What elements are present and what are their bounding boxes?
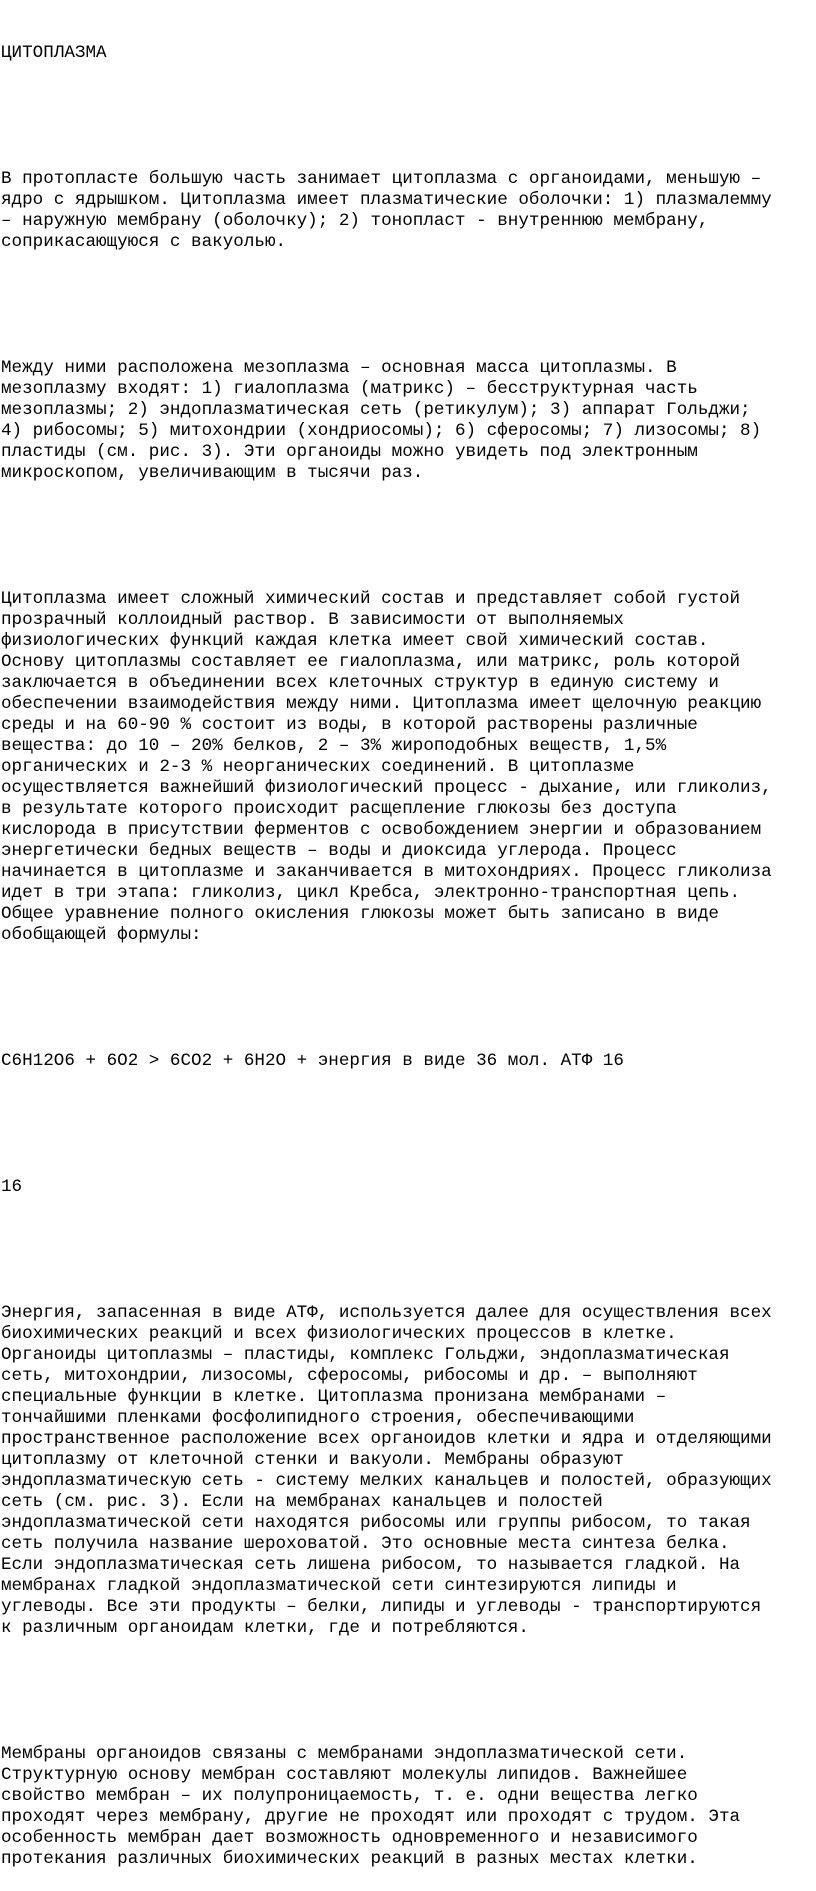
paragraph-spacer (1, 1240, 816, 1261)
paragraph-atp-energy: Энергия, запасенная в виде АТФ, используется далее для осуществления всех биохимических реакций и всех физиологических процессов в клетке. Органоиды цитоплазмы – пластиды, комплекс Гольджи, эндоплазматическая сеть, митохондрии, лизосомы, сферосомы, рибосомы и др. – выполняют специальные функции в клетке. Цитоплазма пронизана мембранами – тончайшими пленками фосфолипидного строения, обеспечивающими пространственное расположение всех органоидов клетки и ядра и отделяющими цитоплазму от клеточной стенки и вакуоли. Мембраны образуют эндоплазматическую сеть - систему мелких канальцев и полостей, образующих сеть (см. рис. 3). Если на мембранах канальцев и полостей эндоплазматической сети находятся рибосомы или группы рибосом, то такая сеть получила название шероховатой. Это основные места синтеза белка. Если эндоплазматическая сеть лишена рибосом, то называется гладкой. На мембранах гладкой эндоплазматической сети синтезируются липиды и углеводы. Все эти продукты – белки, липиды и углеводы - транспортируются к различным органоидам клетки, где и потребляются. (1, 1303, 772, 1638)
paragraph-protoplast: В протопласте большую часть занимает цитоплазма с органоидами, меньшую – ядро с ядрышком. Цитоплазма имеет плазматические оболочки: 1) плазмалемму – наружную мембрану (оболочку); 2) тонопласт - внутреннюю мембрану, соприкасающуюся с вакуолью. (1, 169, 772, 252)
paragraph-spacer (1, 295, 816, 316)
paragraph-spacer (1, 1681, 816, 1702)
paragraph-spacer (1, 988, 816, 1009)
paragraph-spacer (1, 1114, 816, 1135)
paragraph-spacer (1, 106, 816, 127)
paragraph-chemical-composition: Цитоплазма имеет сложный химический состав и представляет собой густой прозрачный коллоидный раствор. В зависимости от выполняемых физиологических функций каждая клетка имеет свой химический состав. Основу цитоплазмы составляет ее гиалоплазма, или матрикс, роль которой заключается в объединении всех клеточных структур в единую систему и обеспечении взаимодействия между ними. Цитоплазма имеет щелочную реакцию среды и на 60-90 % состоит из воды, в которой растворены различные вещества: до 10 – 20% белков, 2 – 3% жироподобных веществ, 1,5% органических и 2-3 % неорганических соединений. В цитоплазме осуществляется важнейший физиологический процесс - дыхание, или гликолиз, в результате которого происходит расщепление глюкозы без доступа кислорода в присутствии ферментов с освобождением энергии и образованием энергетически бедных веществ – воды и диоксида углерода. Процесс начинается в цитоплазме и заканчивается в митохондриях. Процесс гликолиза идет в три этапа: гликолиз, цикл Кребса, электронно-транспортная цепь. Общее уравнение полного окисления глюкозы может быть записано в виде обобщающей формулы: (1, 589, 772, 945)
glucose-oxidation-formula: C6H12O6 + 6O2 > 6CO2 + 6H2O + энергия в виде 36 мол. АТФ 16 (1, 1051, 624, 1071)
document-title: ЦИТОПЛАЗМА (1, 43, 107, 63)
paragraph-membranes: Мембраны органоидов связаны с мембранами эндоплазматической сети. Структурную основу мембран составляют молекулы липидов. Важнейшее свойство мембран – их полупроницаемость, т. е. одни вещества легко проходят через мембрану, другие не проходят или проходят с трудом. Эта особенность мембран дает возможность одновременного и независимого протекания различных биохимических реакций в разных местах клетки. (1, 1744, 741, 1869)
document-body (1, 1, 816, 1891)
page-number: 16 (1, 1177, 23, 1197)
paragraph-spacer (1, 526, 816, 547)
paragraph-mesoplasm: Между ними расположена мезоплазма – основная масса цитоплазмы. В мезоплазму входят: 1) гиалоплазма (матрикс) – бесструктурная часть мезоплазмы; 2) эндоплазматическая сеть (ретикулум); 3) аппарат Гольджи; 4) рибосомы; 5) митохондрии (хондриосомы); 6) сферосомы; 7) лизосомы; 8) пластиды (см. рис. 3). Эти органоиды можно увидеть под электронным микроскопом, увеличивающим в тысячи раз. (1, 358, 762, 483)
